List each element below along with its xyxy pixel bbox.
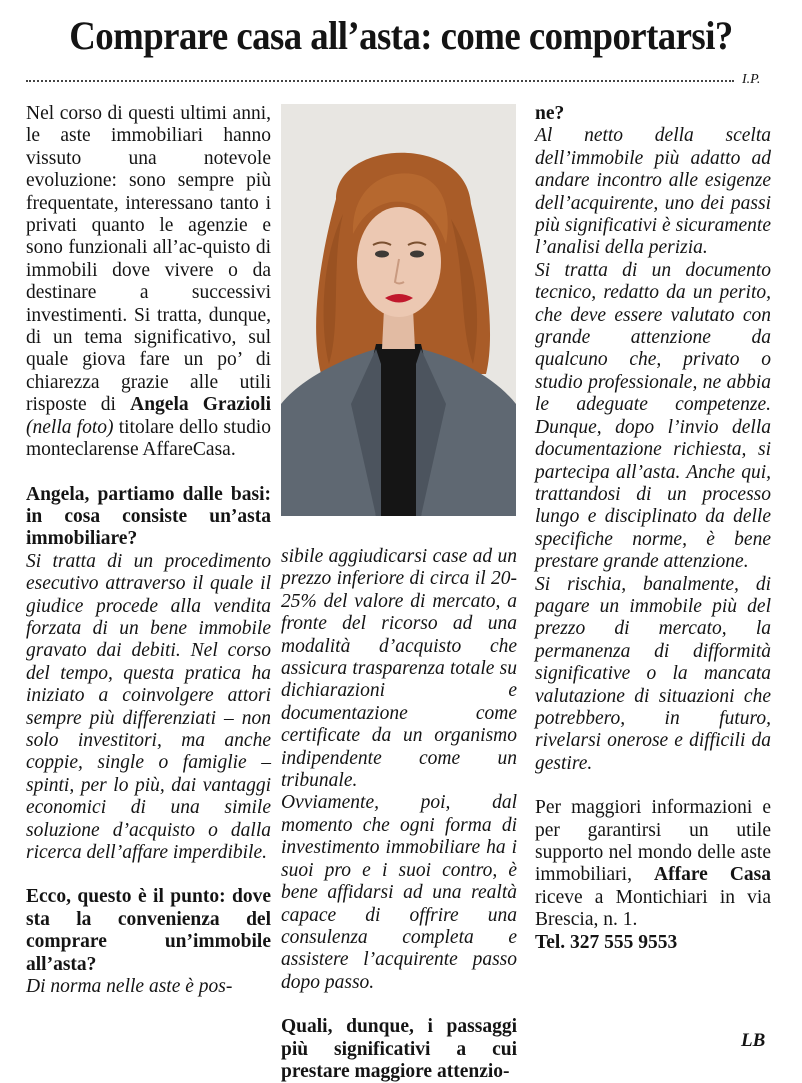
answer-2-continued: sibile aggiudicarsi case ad un prezzo inferiore di circa il 20-25% del valore di mercato, a fronte del ricorso ad una modalità d’acquisto che assicura trasparenza totale su dichiarazioni e documentazione come certificate da un organismo indipendente come un tribunale.: [281, 546, 517, 792]
question-3-end: ne?: [535, 103, 565, 124]
answer-2-start: Di norma nelle aste è pos-: [26, 976, 233, 998]
portrait-photo: [281, 104, 516, 516]
intro-text: Nel corso di questi ultimi anni, le aste immobiliari hanno vissuto una notevole evoluzione: sono sempre più frequentate, interessano tanto i privati quanto le agenzie e sono funzionali all’ac-quisto di immobili dove vivere o da destinare a successivi investimenti. Si tratta, dunque, di un tema significativo, sul quale giova fare un po’ di chiarezza grazie alle utili risposte di: [26, 103, 271, 416]
title-divider: [26, 80, 734, 82]
answer-3-third: Si rischia, banalmente, di pagare un immobile più del prezzo di mercato, la permanenza di difformità significative o la mancata valutazione di situazioni che potrebbero, in futuro, rivelarsi onerose e difficili da gestire.: [535, 573, 771, 774]
phone-number: Tel. 327 555 9553: [535, 931, 678, 953]
author-signature: LB: [741, 1030, 766, 1051]
column-2: [281, 546, 517, 1083]
answer-3-first: Al netto della scelta dell’immobile più adatto ad andare incontro alle esigenze dell’acquirente, uno dei passi più significativi è sicuramente l’analisi della perizia.: [535, 125, 771, 259]
question-1: Angela, partiamo dalle basi: in cosa consiste un’asta immobiliare?: [26, 483, 271, 550]
interviewee-name: Angela Grazioli: [130, 394, 271, 416]
byline: I.P.: [742, 72, 761, 87]
article-title: Comprare casa all’asta: come comportarsi?: [69, 13, 733, 58]
answer-3-second: Si tratta di un documento tecnico, redatto da un perito, che deve essere valutato con grande attenzione da qualcuno che, privato o studio professionale, ne abbia le adeguate competenze. Dunque, dopo l’invio della documentazione richiesta, si partecipa all’asta. Anche qui, trattandosi di un processo lungo e disciplinato da delle specifiche norme, è bene prestare grande attenzione.: [535, 259, 771, 573]
column-3: [535, 103, 771, 954]
column-1: [26, 103, 271, 998]
brand-name: Affare Casa: [654, 864, 771, 886]
info-address: riceve a Montichiari in via Brescia, n. 1.: [535, 886, 771, 931]
intro-paragraph: [26, 103, 271, 462]
info-text: Per maggiori informazioni e per garantirsi un utile supporto nel mondo delle aste immobiliari,: [535, 797, 771, 886]
intro-text-end: titolare dello studio monteclarense AffareCasa.: [26, 416, 271, 461]
portrait-icon: [281, 104, 516, 516]
info-paragraph: [535, 797, 771, 931]
answer-2-second: Ovviamente, poi, dal momento che ogni forma di investimento immobiliare ha i suoi pro e i suoi contro, è bene affidarsi ad una realtà capace di offrire una consulenza completa e assistere l’acquirente passo dopo passo.: [281, 792, 517, 993]
photo-note: (nella foto): [26, 416, 114, 438]
question-2: Ecco, questo è il punto: dove sta la convenienza del comprare un’immobile all’asta?: [26, 886, 271, 975]
answer-1: Si tratta di un procedimento esecutivo attraverso il quale il giudice procede alla vendita forzata di un bene immobile gravato dai debiti. Nel corso del tempo, questa pratica ha iniziato a coinvolgere attori sempre più differenziati – non solo investitori, ma anche coppie, single o famiglie – spinti, per lo più, dai vantaggi economici di una simile soluzione d’acquisto o dalla ricerca dell’affare imperdibile.: [26, 550, 271, 863]
question-3-start: Quali, dunque, i passaggi più significativi a cui prestare maggiore attenzio-: [281, 1016, 517, 1082]
